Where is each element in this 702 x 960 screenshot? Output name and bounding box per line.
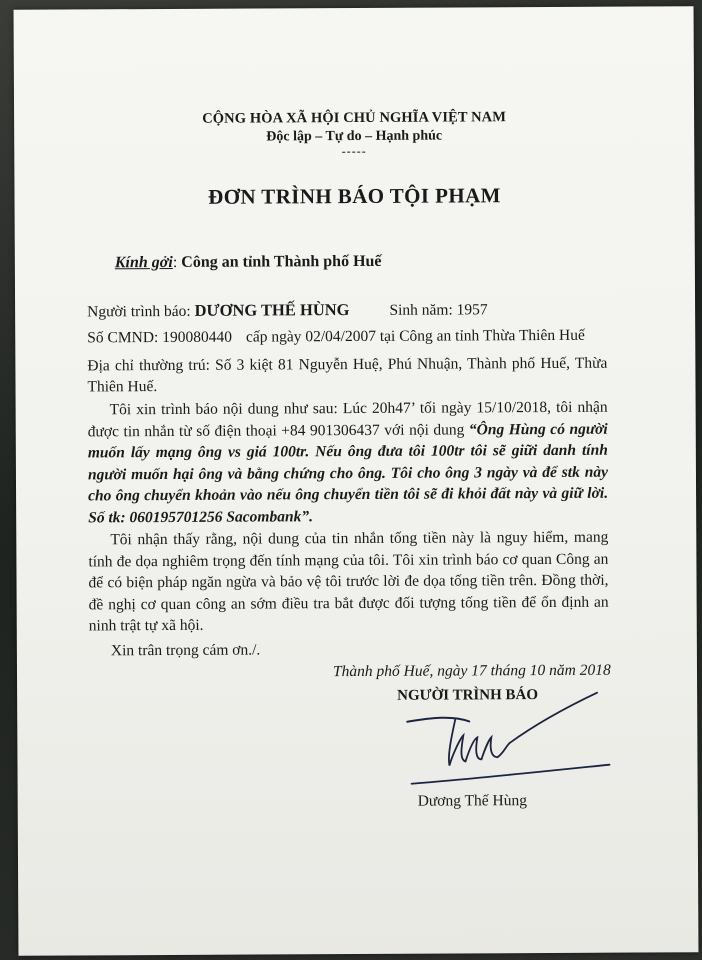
reporter-name: DƯƠNG THẾ HÙNG: [194, 300, 350, 320]
reporter-line: [87, 299, 488, 321]
recipient-value: Công an tỉnh Thành phố Huế: [181, 252, 382, 271]
handwritten-signature: [377, 677, 618, 798]
id-card-label: Số CMND:: [87, 329, 159, 347]
address-line: Địa chỉ thường trú: Số 3 kiệt 81 Nguyễn Huệ, Phú Nhuận, Thành phố Huế, Thừa Thiên Huế.: [87, 354, 608, 396]
place-date: Thành phố Huế, ngày 17 tháng 10 năm 2018: [332, 661, 611, 681]
header-divider: -----: [341, 143, 367, 159]
threat-message-quote: “Ông Hùng có người muốn lấy mạng ông vs giá 100tr. Nếu ông đưa tôi 100tr tôi sẽ giữi danh tính người muốn hại ông và bằng chứng cho ông. Tôi cho ông 3 ngày và để stk này cho ông chuyển khoản vào nếu ông chuyển tiền tôi sẽ đi khỏi đất này và giữ lời. Số tk: 060195701256 Sacombank”.: [87, 420, 609, 526]
national-header: CỘNG HÒA XÃ HỘI CHỦ NGHĨA VIỆT NAM: [202, 109, 507, 127]
document-title: ĐƠN TRÌNH BÁO TỘI PHẠM: [208, 183, 501, 209]
recipient-line: [115, 253, 382, 272]
id-card-number: 190080440: [162, 328, 232, 347]
recipient-colon: :: [172, 253, 182, 271]
id-card-issued: cấp ngày 02/04/2007 tại Công an tỉnh Thừa Thiên Huế: [245, 326, 585, 346]
document-page: [14, 6, 699, 956]
national-motto: Độc lập – Tự do – Hạnh phúc: [266, 128, 443, 145]
recipient-label: Kính gởi: [114, 253, 173, 272]
report-intro: Tôi xin trình báo nội dung như sau: Lúc 20h47’ tối ngày 15/10/2018, tôi nhận được tin nhắn từ số điện thoại +84 901306437 với nội dung: [87, 398, 608, 440]
signature-title: NGƯỜI TRÌNH BÁO: [397, 687, 539, 704]
request-paragraph: Tôi nhận thấy rằng, nội dung của tin nhắn tống tiền này là nguy hiểm, mang tính đe dọa nghiêm trọng đến tính mạng của tôi. Tôi xin trình báo cơ quan Công an để có biện pháp ngăn ngừa và bảo vệ tôi trước lời đe dọa tống tiền trên. Đồng thời, đề nghị cơ quan công an sớm điều tra bắt được đối tượng tống tiền để ổn định an ninh trật tự xã hội.: [88, 528, 609, 635]
signer-name: Dương Thế Hùng: [417, 792, 528, 810]
birth-year: 1957: [456, 301, 488, 319]
report-paragraph: [88, 397, 609, 529]
closing-line: Xin trân trọng cám ơn./.: [110, 641, 261, 660]
reporter-label: Người trình báo:: [87, 302, 191, 321]
birth-label: Sinh năm:: [389, 301, 453, 319]
id-card-line: [87, 327, 585, 348]
